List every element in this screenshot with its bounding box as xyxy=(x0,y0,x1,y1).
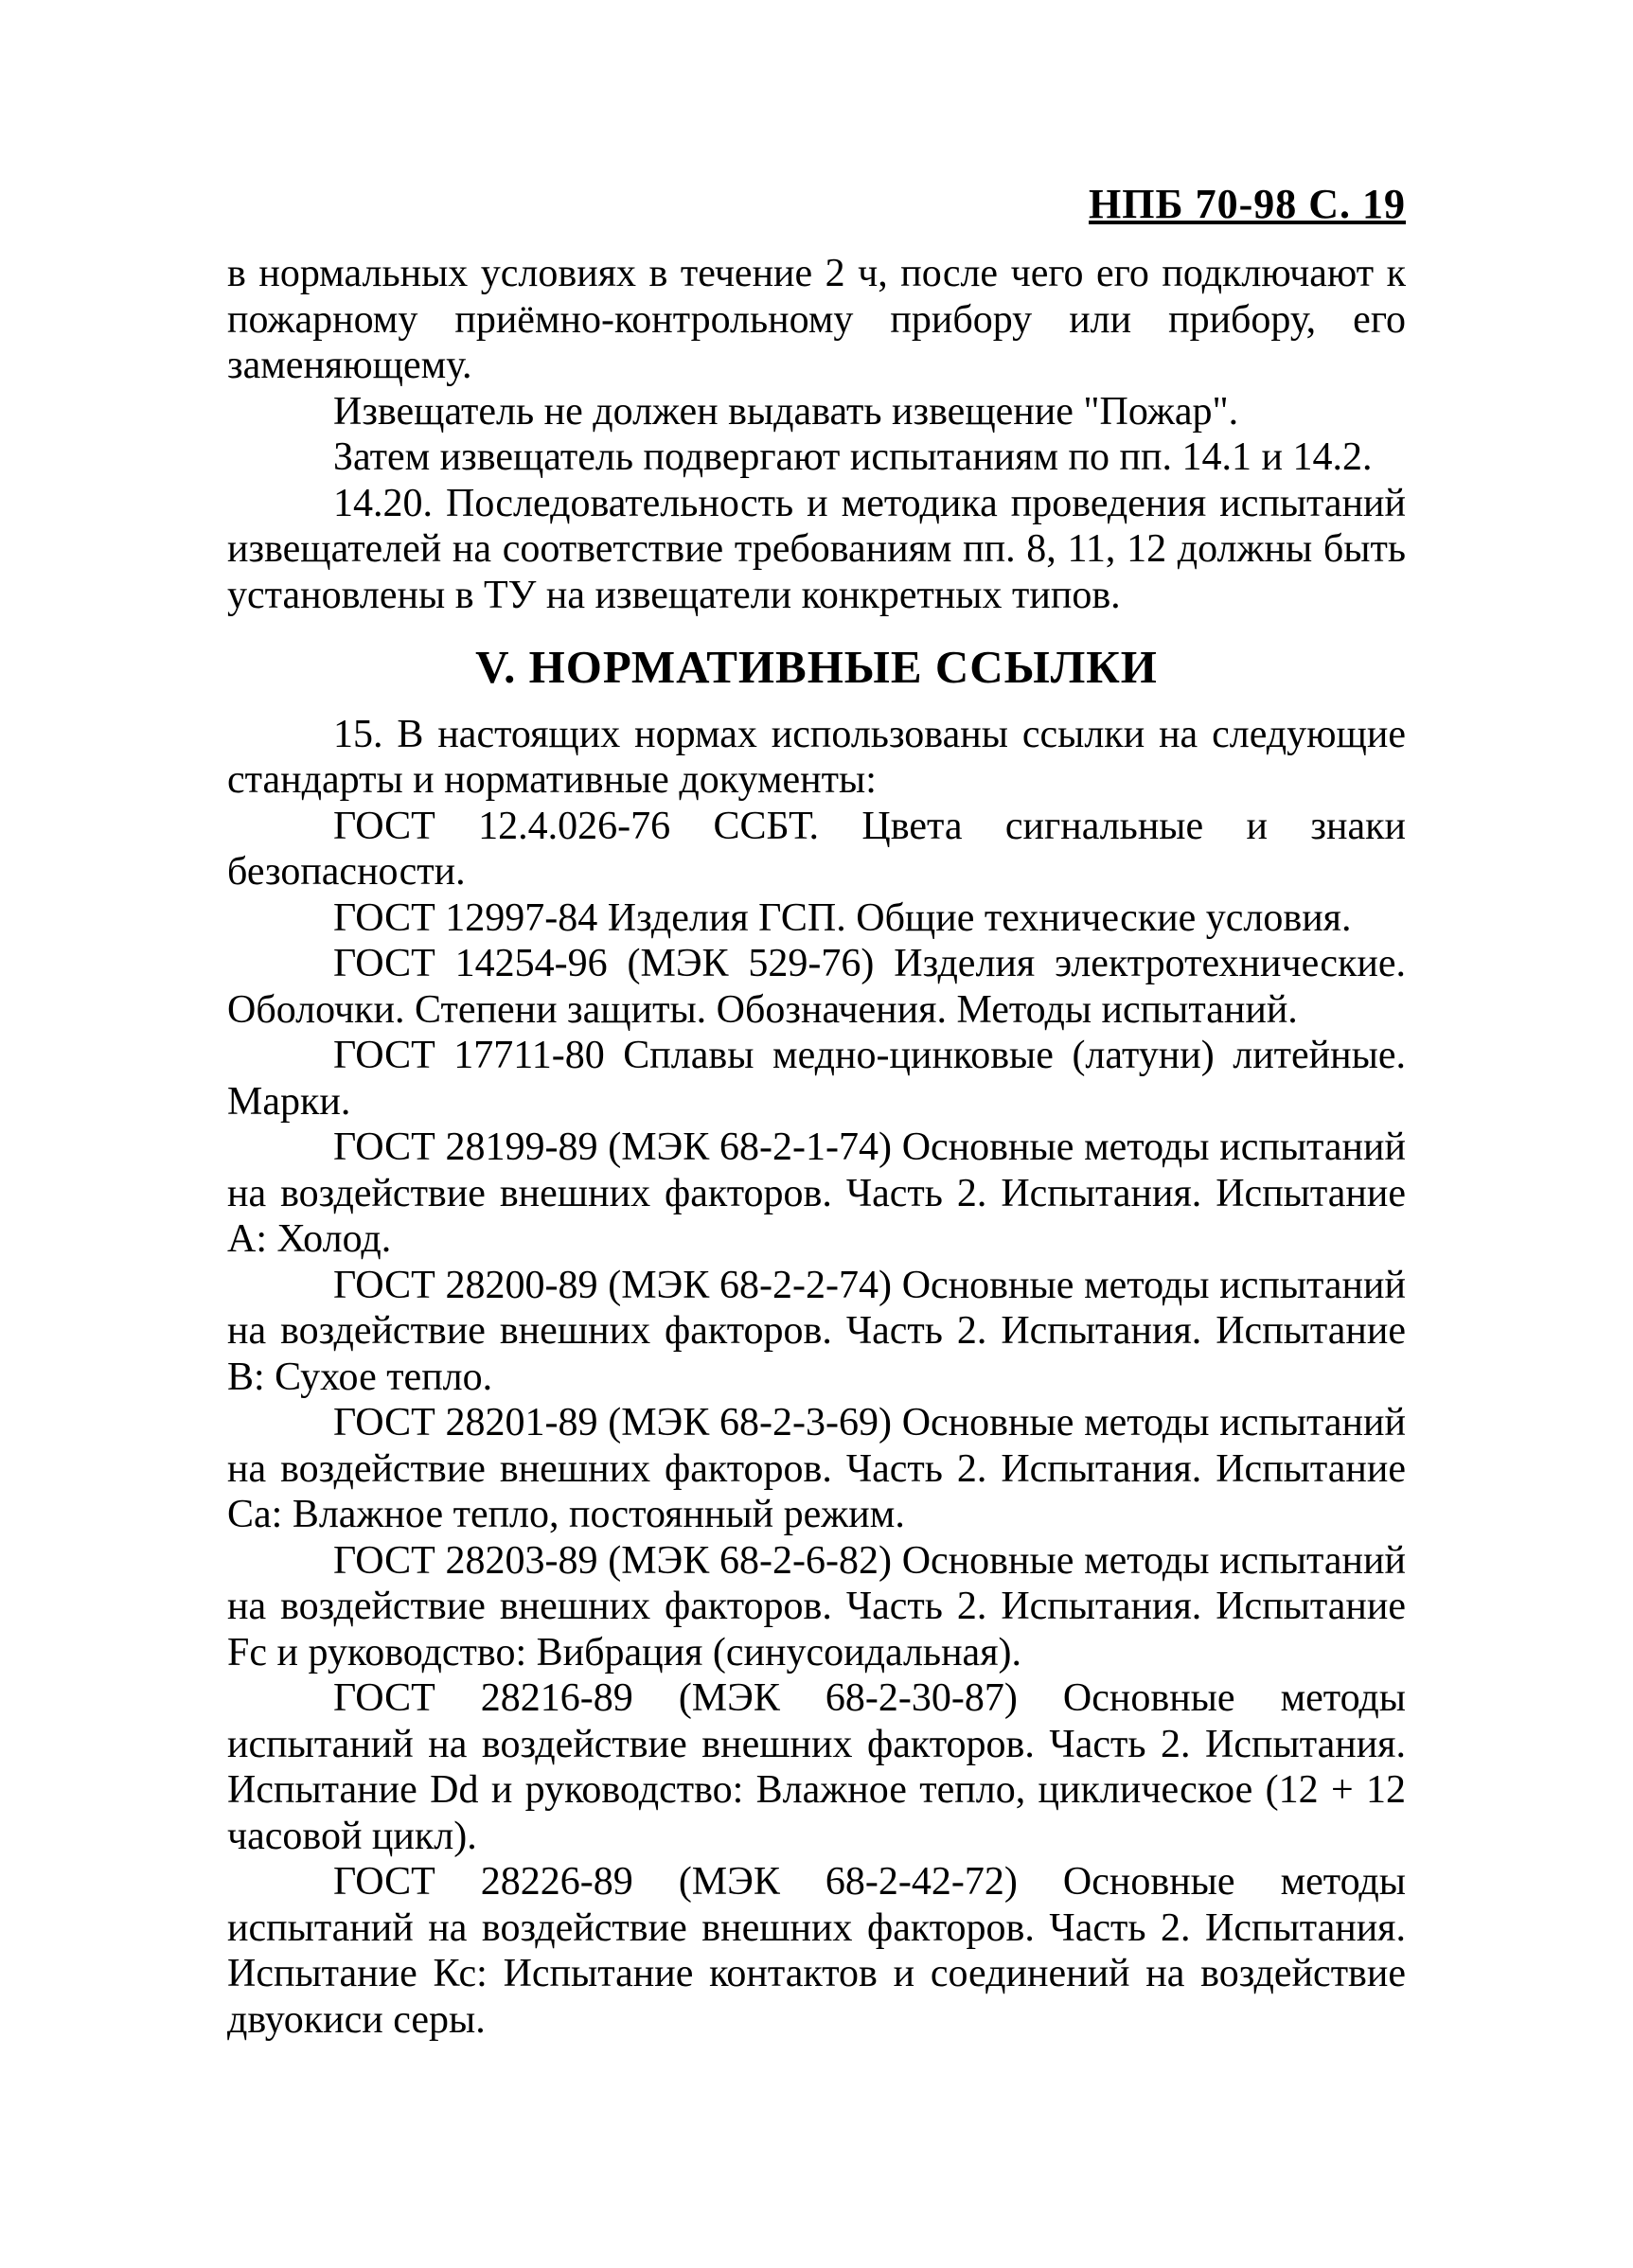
page-content xyxy=(227,251,1406,2043)
paragraph-further-tests: Затем извещатель подвергают испытаниям по пп. 14.1 и 14.2. xyxy=(333,435,1373,479)
paragraph-continuation: в нормальных условиях в течение 2 ч, после чего его подключают к пожарному приёмно-контрольному прибору или прибору, его заменяющему. xyxy=(227,252,1406,387)
reference-item: ГОСТ 28216-89 (МЭК 68-2-30-87) Основные методы испытаний на воздействие внешних факторов. Часть 2. Испытания. Испытание Dd и руководство: Влажное тепло, циклическое (12 + 12 часовой цикл). xyxy=(227,1676,1406,1858)
paragraph-14-20: 14.20. Последовательность и методика проведения испытаний извещателей на соответствие требованиям пп. 8, 11, 12 должны быть установлены в ТУ на извещатели конкретных типов. xyxy=(227,481,1406,617)
references-intro: 15. В настоящих нормах использованы ссылки на следующие стандарты и нормативные документы: xyxy=(227,712,1406,802)
reference-item: ГОСТ 17711-80 Сплавы медно-цинковые (латуни) литейные. Марки. xyxy=(227,1034,1406,1124)
reference-item: ГОСТ 14254-96 (МЭК 529-76) Изделия электротехнические. Оболочки. Степени защиты. Обозначения. Методы испытаний. xyxy=(227,942,1406,1032)
reference-item: ГОСТ 12997-84 Изделия ГСП. Общие технические условия. xyxy=(333,895,1352,940)
reference-item: ГОСТ 12.4.026-76 ССБТ. Цвета сигнальные и знаки безопасности. xyxy=(227,804,1406,894)
page-header: НПБ 70-98 С. 19 xyxy=(1089,181,1406,227)
paragraph-no-alarm: Извещатель не должен выдавать извещение "Пожар". xyxy=(333,389,1239,434)
reference-item: ГОСТ 28201-89 (МЭК 68-2-3-69) Основные методы испытаний на воздействие внешних факторов. Часть 2. Испытания. Испытание Са: Влажное тепло, постоянный режим. xyxy=(227,1401,1406,1536)
reference-item: ГОСТ 28200-89 (МЭК 68-2-2-74) Основные методы испытаний на воздействие внешних факторов. Часть 2. Испытания. Испытание В: Сухое тепло. xyxy=(227,1263,1406,1399)
reference-item: ГОСТ 28199-89 (МЭК 68-2-1-74) Основные методы испытаний на воздействие внешних факторов. Часть 2. Испытания. Испытание А: Холод. xyxy=(227,1125,1406,1261)
reference-item: ГОСТ 28203-89 (МЭК 68-2-6-82) Основные методы испытаний на воздействие внешних факторов. Часть 2. Испытания. Испытание Fc и руководство: Вибрация (синусоидальная). xyxy=(227,1538,1406,1674)
reference-item: ГОСТ 28226-89 (МЭК 68-2-42-72) Основные методы испытаний на воздействие внешних факторов. Часть 2. Испытания. Испытание Кс: Испытание контактов и соединений на воздействие двуокиси серы. xyxy=(227,1860,1406,2042)
section-title: V. НОРМАТИВНЫЕ ССЫЛКИ xyxy=(475,641,1158,693)
